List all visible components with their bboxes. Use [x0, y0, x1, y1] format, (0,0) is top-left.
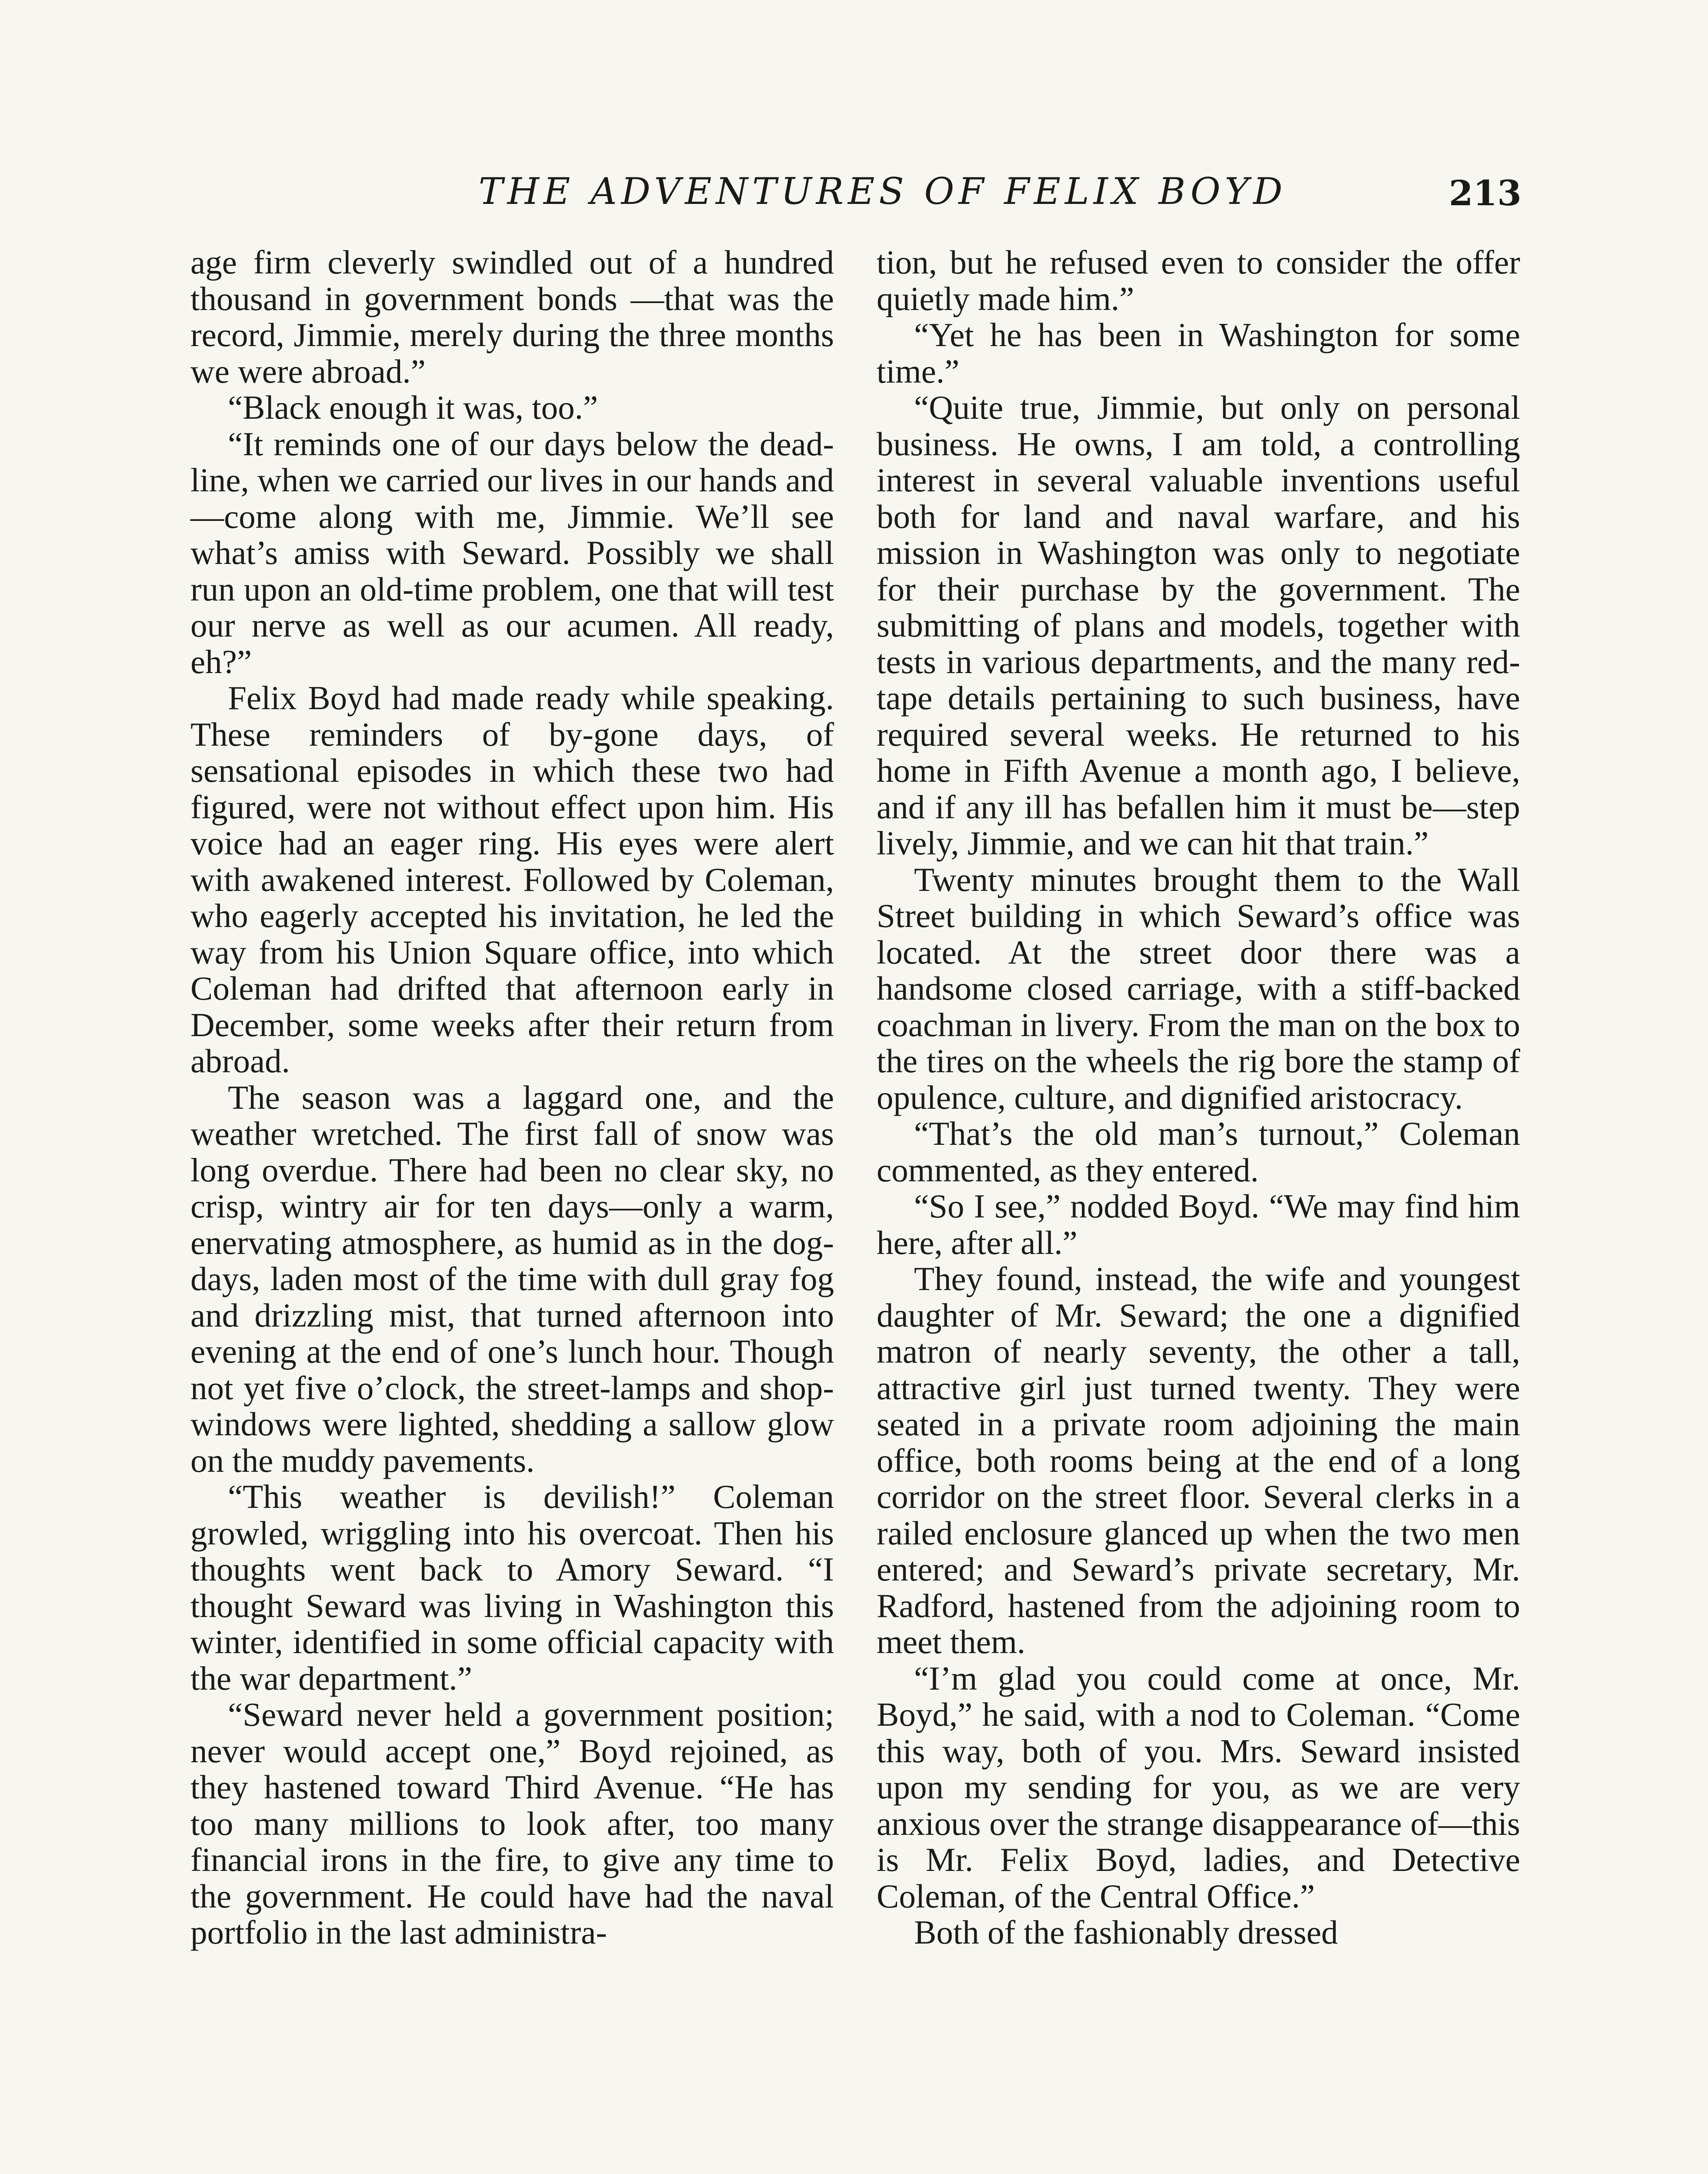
paragraph: Felix Boyd had made ready while speaking. These reminders of by-gone days, of sensational episodes in which these two had figured, were not without effect upon him. His voice had an eager ring. His eyes were alert with awakened interest. Followed by Coleman, who eagerly accepted his invitation, he led the way from his Union Square office, into which Coleman had drifted that afternoon early in December, some weeks after their return from abroad.	[190, 679, 834, 1080]
paragraph: Both of the fashionably dressed	[914, 1914, 1338, 1951]
paragraph: “This weather is devilish!” Coleman growled, wriggling into his overcoat. Then his thoughts went back to Amory Seward. “I thought Seward was living in Washington this winter, identified in some official capacity with the war department.”	[190, 1478, 834, 1697]
paragraph: “Yet he has been in Washington for some time.”	[877, 316, 1520, 390]
page-number: 213	[1449, 173, 1521, 213]
right-column	[877, 244, 1520, 1951]
paragraph: age firm cleverly swindled out of a hundred thousand in government bonds —that was the record, Jimmie, merely during the three months we were abroad.”	[190, 243, 834, 390]
paragraph: “I’m glad you could come at once, Mr. Boyd,” he said, with a nod to Coleman. “Come this way, both of you. Mrs. Seward insisted upon my sending for you, as we are very anxious over the strange disappearance of—this is Mr. Felix Boyd, ladies, and Detective Coleman, of the Central Office.”	[877, 1659, 1520, 1915]
paragraph: Twenty minutes brought them to the Wall Street building in which Seward’s office was located. At the street door there was a handsome closed carriage, with a stiff-backed coachman in livery. From the man on the box to the tires on the wheels the rig bore the stamp of opulence, culture, and dignified aristocracy.	[877, 860, 1520, 1116]
paragraph: “That’s the old man’s turnout,” Coleman commented, as they entered.	[877, 1115, 1520, 1189]
paragraph: “So I see,” nodded Boyd. “We may find him here, after all.”	[877, 1187, 1520, 1261]
paragraph: The season was a laggard one, and the weather wretched. The first fall of snow was long overdue. There had been no clear sky, no crisp, wintry air for ten days—only a warm, enervating atmosphere, as humid as in the dog-days, laden most of the time with dull gray fog and drizzling mist, that turned afternoon into evening at the end of one’s lunch hour. Though not yet five o’clock, the street-lamps and shop-windows were lighted, shedding a sallow glow on the muddy pavements.	[190, 1078, 834, 1479]
paragraph: “Quite true, Jimmie, but only on personal business. He owns, I am told, a controlling interest in several valuable inventions useful both for land and naval warfare, and his mission in Washington was only to negotiate for their purchase by the government. The submitting of plans and models, together with tests in various departments, and the many red-tape details pertaining to such business, have required several weeks. He returned to his home in Fifth Avenue a month ago, I believe, and if any ill has befallen him it must be—step lively, Jimmie, and we can hit that train.”	[877, 389, 1520, 862]
paragraph: tion, but he refused even to consider the offer quietly made him.”	[877, 243, 1520, 317]
paragraph: “It reminds one of our days below the dead-line, when we carried our lives in our hands and—come along with me, Jimmie. We’ll see what’s amiss with Seward. Possibly we shall run upon an old-time problem, one that will test our nerve as well as our acumen. All ready, eh?”	[190, 425, 834, 680]
left-column	[190, 244, 834, 1951]
paragraph: They found, instead, the wife and youngest daughter of Mr. Seward; the one a dignified matron of nearly seventy, the other a tall, attractive girl just turned twenty. They were seated in a private room adjoining the main office, both rooms being at the end of a long corridor on the street floor. Several clerks in a railed enclosure glanced up when the two men entered; and Seward’s private secretary, Mr. Radford, hastened from the adjoining room to meet them.	[877, 1260, 1520, 1661]
paragraph: “Seward never held a government position; never would accept one,” Boyd rejoined, as they hastened toward Third Avenue. “He has too many millions to look after, too many financial irons in the fire, to give any time to the government. He could have had the naval portfolio in the last administra-	[190, 1696, 834, 1951]
running-title: THE ADVENTURES OF FELIX BOYD	[478, 170, 1287, 213]
paragraph: “Black enough it was, too.”	[228, 389, 598, 426]
